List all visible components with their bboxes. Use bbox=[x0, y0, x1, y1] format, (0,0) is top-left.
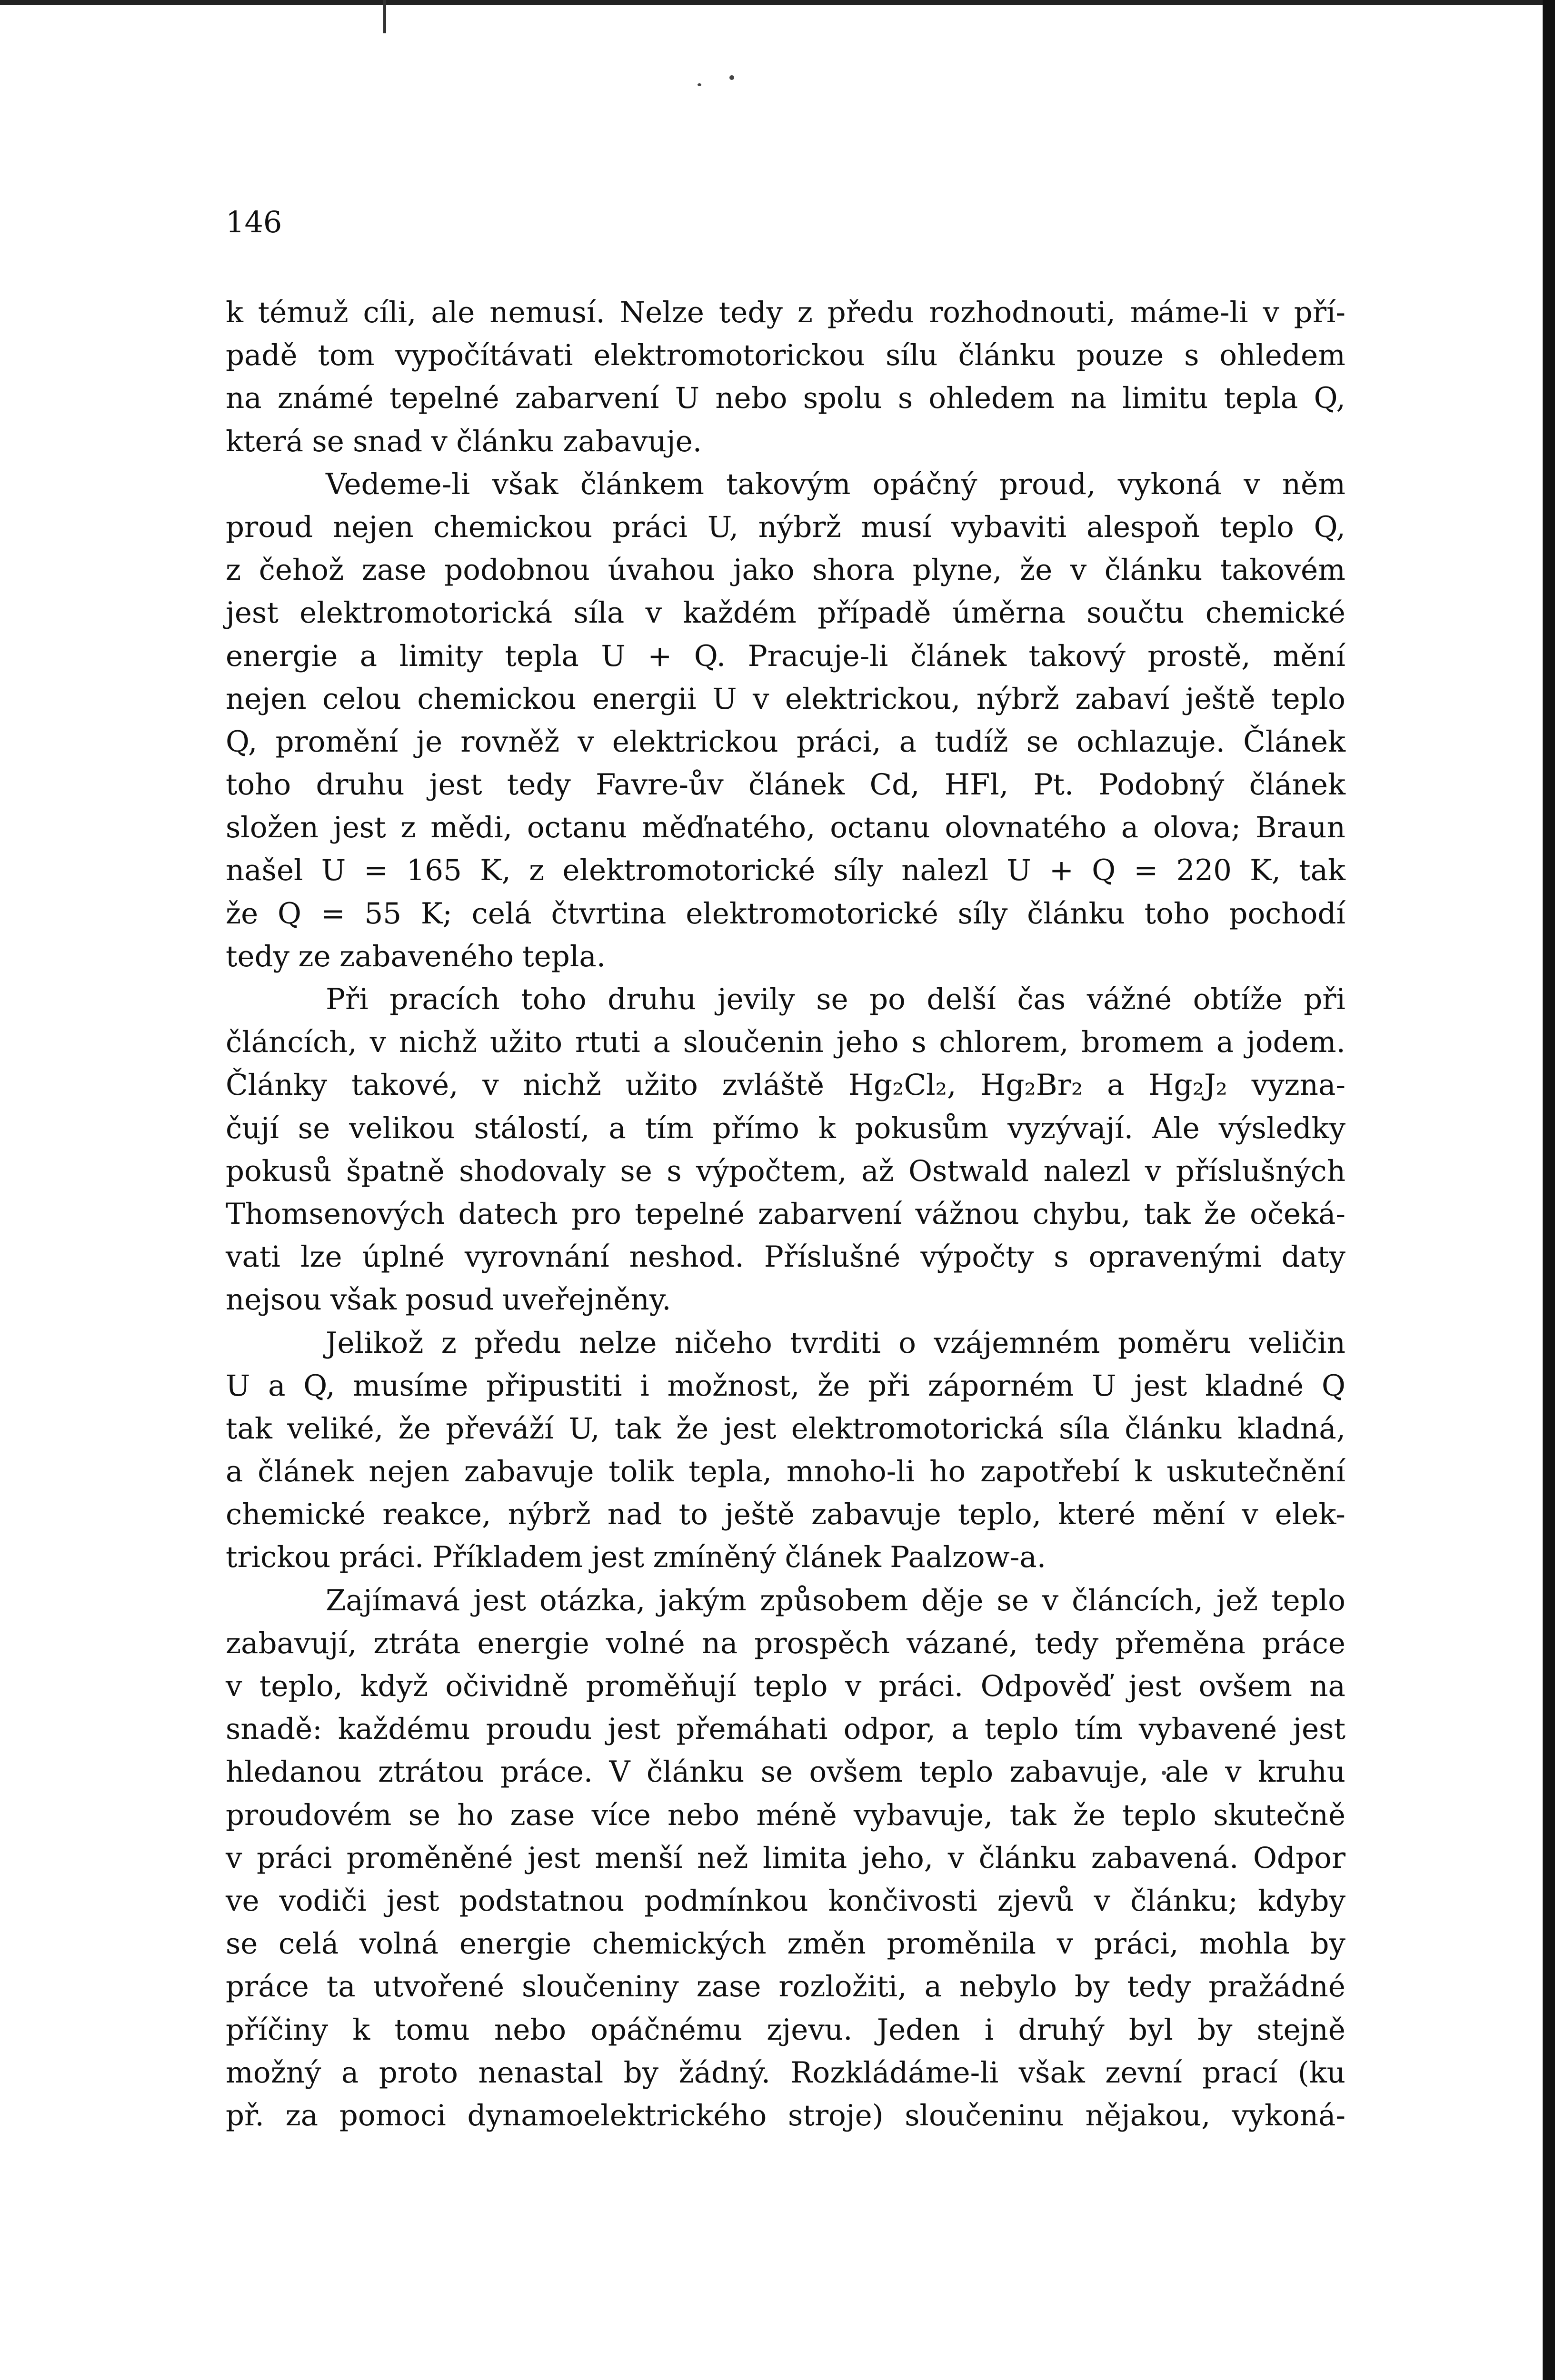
text-line: ve vodiči jest podstatnou podmínkou končivosti zjevů v článku; kdyby bbox=[226, 1884, 1346, 1918]
text-line: a článek nejen zabavuje tolik tepla, mnoho-li ho zapotřebí k uskutečnění bbox=[226, 1455, 1346, 1489]
text-line: možný a proto nenastal by žádný. Rozkládáme-li však zevní prací (ku bbox=[226, 2055, 1346, 2090]
text-line: Při pracích toho druhu jevily se po delší čas vážné obtíže při bbox=[326, 982, 1346, 1016]
scan-right-edge bbox=[1543, 0, 1555, 2380]
text-line: že Q = 55 K; celá čtvrtina elektromotorické síly článku toho pochodí bbox=[226, 896, 1346, 931]
text-line: Q, promění je rovněž v elektrickou práci, a tudíž se ochlazuje. Článek bbox=[226, 724, 1346, 759]
body-text bbox=[226, 291, 1346, 2137]
text-line: proud nejen chemickou práci U, nýbrž musí vybaviti alespoň teplo Q, bbox=[226, 510, 1346, 544]
text-line: toho druhu jest tedy Favre-ův článek Cd, HFl, Pt. Podobný článek bbox=[226, 768, 1346, 802]
scan-edge-mark bbox=[383, 0, 386, 33]
text-line: tedy ze zabaveného tepla. bbox=[226, 939, 606, 973]
text-line: U a Q, musíme připustiti i možnost, že při záporném U jest kladné Q bbox=[226, 1368, 1346, 1403]
text-line: příčiny k tomu nebo opáčnému zjevu. Jeden i druhý byl by stejně bbox=[226, 2013, 1346, 2047]
text-line: energie a limity tepla U + Q. Pracuje-li článek takový prostě, mění bbox=[226, 639, 1346, 673]
text-line: jest elektromotorická síla v každém případě úměrna součtu chemické bbox=[226, 596, 1346, 630]
text-line: která se snad v článku zabavuje. bbox=[226, 424, 702, 458]
scan-speck bbox=[729, 75, 734, 80]
text-line: v práci proměněné jest menší než limita jeho, v článku zabavená. Odpor bbox=[226, 1841, 1346, 1875]
text-line: na známé tepelné zabarvení U nebo spolu s ohledem na limitu tepla Q, bbox=[226, 381, 1346, 416]
text-line: př. za pomoci dynamoelektrického stroje) sloučeninu nějakou, vykoná- bbox=[226, 2098, 1346, 2132]
text-line: chemické reakce, nýbrž nad to ještě zabavuje teplo, které mění v elek- bbox=[226, 1497, 1346, 1532]
text-line: tak veliké, že převáží U, tak že jest elektromotorická síla článku kladná, bbox=[226, 1411, 1346, 1446]
text-line: proudovém se ho zase více nebo méně vybavuje, tak že teplo skutečně bbox=[226, 1798, 1346, 1832]
scan-top-edge bbox=[0, 0, 1543, 5]
text-line: k témuž cíli, ale nemusí. Nelze tedy z předu rozhodnouti, máme-li v pří- bbox=[226, 296, 1346, 329]
text-line: zabavují, ztráta energie volné na prospěch vázané, tedy přeměna práce bbox=[226, 1626, 1346, 1660]
text-line: Zajímavá jest otázka, jakým způsobem děje se v článcích, jež teplo bbox=[326, 1583, 1346, 1617]
text-line: Thomsenových datech pro tepelné zabarvení vážnou chybu, tak že očeká- bbox=[226, 1197, 1346, 1231]
text-line: v teplo, když očividně proměňují teplo v práci. Odpověď jest ovšem na bbox=[226, 1669, 1346, 1703]
page-number: 146 bbox=[226, 205, 282, 239]
text-line: hledanou ztrátou práce. V článku se ovšem teplo zabavuje, ale v kruhu bbox=[226, 1755, 1346, 1789]
text-line: pokusů špatně shodovaly se s výpočtem, až Ostwald nalezl v příslušných bbox=[226, 1154, 1346, 1188]
text-line: trickou práci. Příkladem jest zmíněný článek Paalzow-a. bbox=[226, 1540, 1047, 1575]
text-line: nejsou však posud uveřejněny. bbox=[226, 1283, 671, 1317]
text-line: z čehož zase podobnou úvahou jako shora plyne, že v článku takovém bbox=[226, 553, 1346, 587]
text-line: padě tom vypočítávati elektromotorickou sílu článku pouze s ohledem bbox=[226, 338, 1346, 373]
text-line: složen jest z mědi, octanu měďnatého, octanu olovnatého a olova; Braun bbox=[226, 811, 1346, 845]
text-line: vati lze úplné vyrovnání neshod. Příslušné výpočty s opravenými daty bbox=[226, 1240, 1346, 1274]
text-line: snadě: každému proudu jest přemáhati odpor, a teplo tím vybavené jest bbox=[226, 1712, 1346, 1746]
text-line: čují se velikou stálostí, a tím přímo k pokusům vyzývají. Ale výsledky bbox=[226, 1111, 1346, 1145]
text-line: práce ta utvořené sloučeniny zase rozložiti, a nebylo by tedy pražádné bbox=[226, 1970, 1346, 2004]
text-line: našel U = 165 K, z elektromotorické síly nalezl U + Q = 220 K, tak bbox=[226, 853, 1346, 888]
text-line: článcích, v nichž užito rtuti a sloučenin jeho s chlorem, bromem a jodem. bbox=[226, 1025, 1346, 1060]
text-line: Vedeme-li však článkem takovým opáčný proud, vykoná v něm bbox=[326, 467, 1346, 501]
text-line: Články takové, v nichž užito zvláště Hg₂Cl₂, Hg₂Br₂ a Hg₂J₂ vyzna- bbox=[226, 1068, 1346, 1102]
scan-speck bbox=[698, 83, 701, 86]
text-line: Jelikož z předu nelze ničeho tvrditi o vzájemném poměru veličin bbox=[326, 1326, 1346, 1360]
text-line: nejen celou chemickou energii U v elektrickou, nýbrž zabaví ještě teplo bbox=[226, 682, 1346, 716]
text-line: se celá volná energie chemických změn proměnila v práci, mohla by bbox=[226, 1927, 1346, 1961]
